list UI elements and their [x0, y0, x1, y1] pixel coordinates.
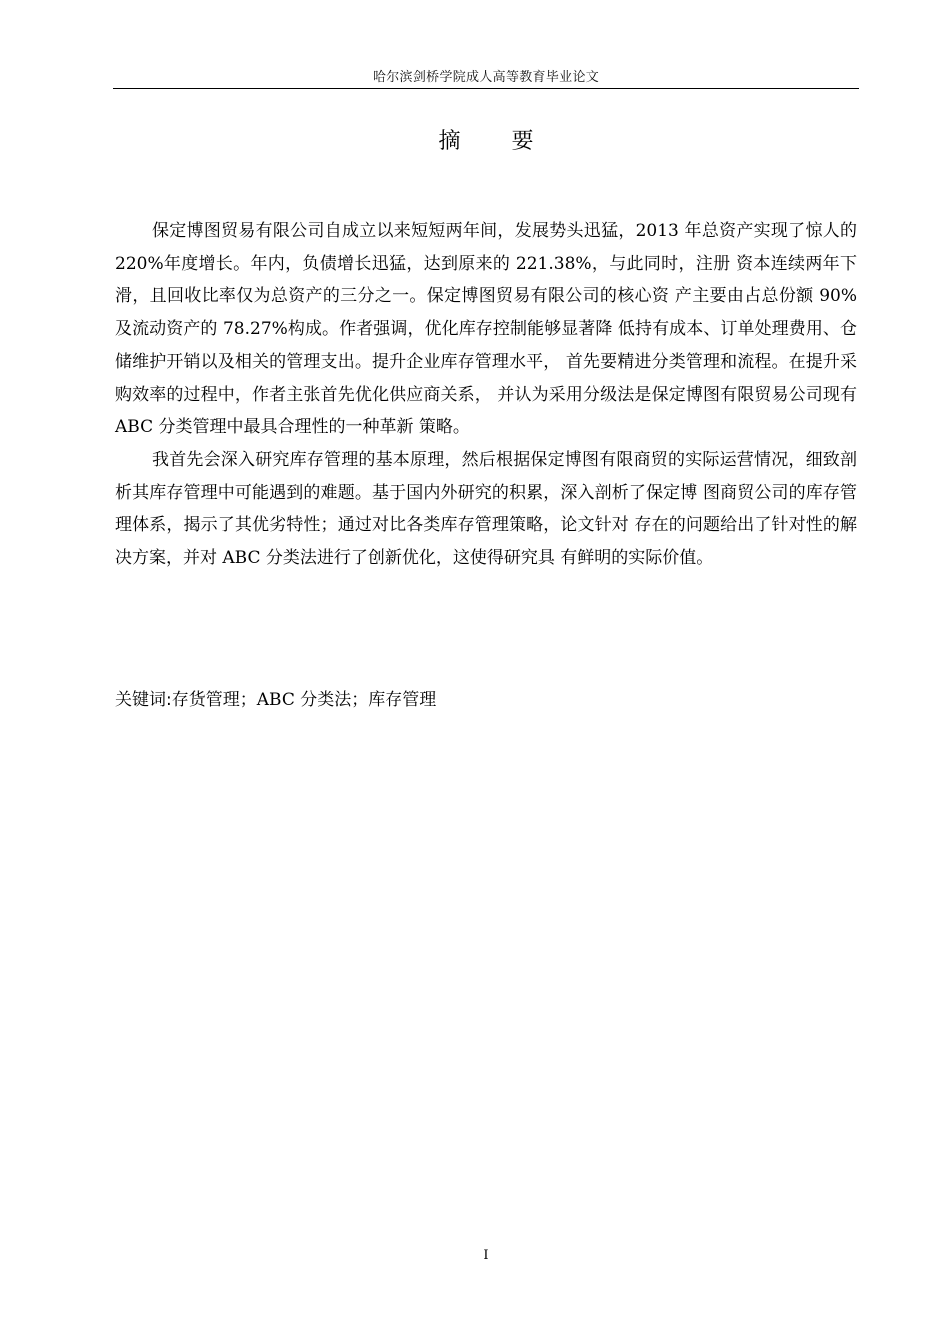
abstract-paragraph-2: 我首先会深入研究库存管理的基本原理，然后根据保定博图有限商贸的实际运营情况，细致剖析其库存管理中可能遇到的难题。基于国内外研究的积累，深入剖析了保定博 图商贸公司的库存管理体系，揭示了其优劣特性；通过对比各类库存管理策略，论文针对 存在的问题给出了针对性的解决方案，并对 ABC 分类法进行了创新优化，这使得研究具 有鲜明的实际价值。	[115, 449, 857, 569]
abstract-body	[115, 215, 857, 575]
page-header: 哈尔滨剑桥学院成人高等教育毕业论文	[372, 70, 600, 85]
keywords-value: 存货管理；ABC 分类法；库存管理	[171, 690, 437, 710]
keywords-line	[115, 686, 857, 714]
abstract-paragraph-1: 保定博图贸易有限公司自成立以来短短两年间，发展势头迅猛，2013 年总资产实现了惊人的 220%年度增长。年内，负债增长迅猛，达到原来的 221.38%，与此同时，注册 资本连续两年下滑，且回收比率仅为总资产的三分之一。保定博图贸易有限公司的核心资 产主要由占总份额 90%及流动资产的 78.27%构成。作者强调，优化库存控制能够显著降 低持有成本、订单处理费用、仓储维护开销以及相关的管理支出。提升企业库存管理水平， 首先要精进分类管理和流程。在提升采购效率的过程中，作者主张首先优化供应商关系， 并认为采用分级法是保定博图有限贸易公司现有 ABC 分类管理中最具合理性的一种革新 策略。	[115, 221, 857, 438]
keywords-label: 关键词:	[115, 690, 172, 710]
page-number: I	[483, 1248, 489, 1263]
abstract-title: 摘 要	[438, 129, 556, 154]
header-divider	[113, 88, 859, 89]
